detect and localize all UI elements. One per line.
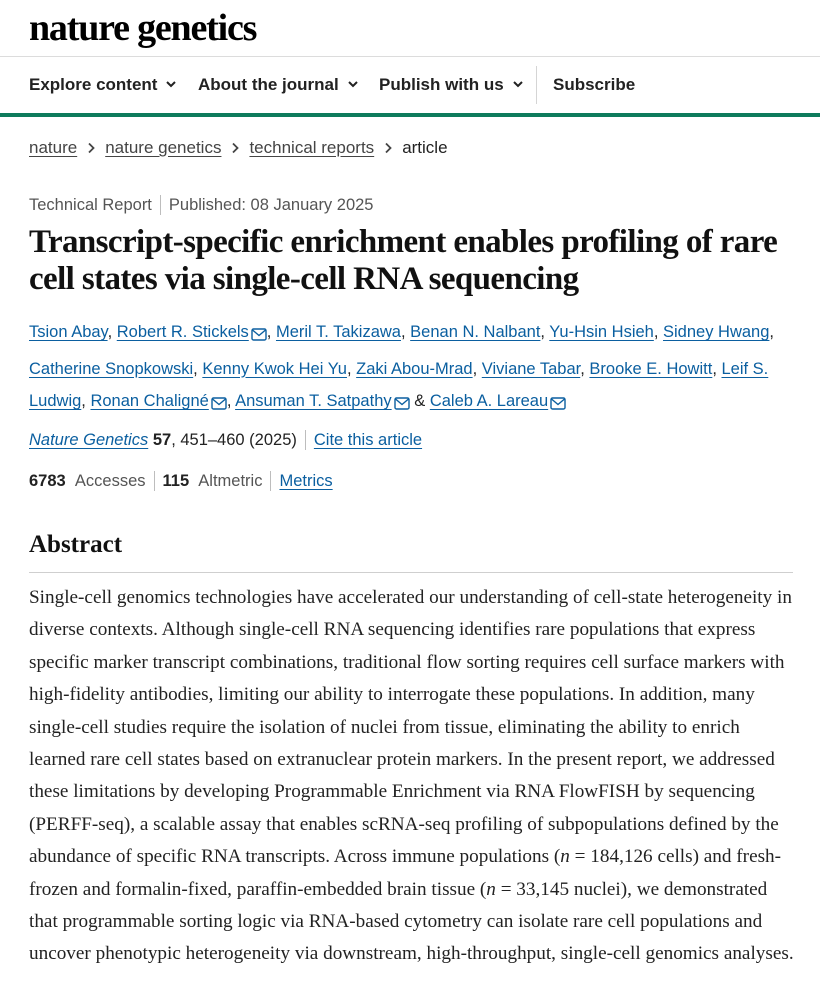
author-link[interactable]: Viviane Tabar bbox=[481, 359, 581, 378]
author-separator: , bbox=[346, 359, 357, 378]
author-link[interactable]: Ronan Chaligné bbox=[90, 392, 209, 410]
author-link[interactable]: Tsion Abay bbox=[29, 323, 108, 341]
author-link[interactable]: Leif S. Ludwig bbox=[29, 359, 769, 410]
abstract-heading: Abstract bbox=[29, 531, 123, 558]
abstract-part-2: = 184,126 cells) and fresh-frozen and formalin-fixed, paraffin-embedded brain tissue ( bbox=[29, 846, 782, 900]
author-list bbox=[29, 316, 799, 422]
breadcrumb-current: article bbox=[402, 138, 448, 157]
nav-divider bbox=[536, 66, 537, 104]
chevron-down-icon bbox=[512, 58, 524, 112]
meta-divider bbox=[160, 195, 161, 215]
article-type: Technical Report bbox=[29, 195, 152, 214]
abstract-part-3: = 33,145 nuclei), we demonstrated that programmable sorting logic via RNA-based cytometry can isolate rare cell populations and uncover phenotypic heterogeneity via downstream, high-throughput, single-cell genomics analyses. bbox=[29, 878, 794, 965]
nav-label: Explore content bbox=[29, 75, 158, 94]
abstract-text bbox=[29, 582, 795, 971]
author-link[interactable]: Ansuman T. Satpathy bbox=[235, 392, 392, 410]
article-meta bbox=[29, 195, 373, 215]
nav-explore-content[interactable] bbox=[29, 57, 177, 113]
breadcrumb-nature-genetics[interactable]: nature genetics bbox=[105, 138, 222, 157]
altmetric-score: 115 bbox=[162, 471, 190, 490]
author-separator: , bbox=[400, 323, 411, 341]
n-variable: n bbox=[560, 846, 570, 868]
breadcrumb-nature[interactable]: nature bbox=[29, 138, 78, 157]
mail-icon[interactable] bbox=[550, 389, 566, 422]
chevron-down-icon bbox=[165, 58, 177, 112]
cite-article-link[interactable]: Cite this article bbox=[313, 430, 423, 449]
journal-link[interactable]: Nature Genetics bbox=[29, 430, 149, 449]
site-logo[interactable]: nature genetics bbox=[29, 7, 257, 49]
author-separator: , bbox=[580, 359, 590, 378]
author-link[interactable]: Sidney Hwang bbox=[663, 323, 770, 341]
nav-label: About the journal bbox=[198, 75, 339, 94]
abstract-divider bbox=[29, 572, 793, 573]
mail-icon[interactable] bbox=[251, 320, 267, 353]
nav-about-journal[interactable] bbox=[198, 57, 359, 113]
author-link[interactable]: Brooke E. Howitt bbox=[589, 359, 713, 378]
accesses-label: Accesses bbox=[74, 471, 146, 490]
citation-line bbox=[29, 430, 422, 450]
pages: , 451–460 (2025) bbox=[171, 430, 297, 449]
author-separator: , bbox=[266, 323, 276, 341]
breadcrumb-technical-reports[interactable]: technical reports bbox=[249, 138, 375, 157]
author-separator: , bbox=[81, 392, 91, 410]
mail-icon[interactable] bbox=[394, 389, 410, 422]
metrics-divider bbox=[154, 471, 155, 491]
author-separator: , bbox=[540, 323, 550, 341]
author-separator: , bbox=[193, 359, 203, 378]
nav-label: Publish with us bbox=[379, 75, 504, 94]
author-separator: , bbox=[107, 323, 117, 341]
author-separator: , bbox=[472, 359, 482, 378]
breadcrumb bbox=[29, 137, 448, 159]
author-link[interactable]: Zaki Abou-Mrad bbox=[356, 359, 473, 378]
metrics-link[interactable]: Metrics bbox=[279, 471, 333, 490]
author-link[interactable]: Caleb A. Lareau bbox=[429, 392, 549, 410]
author-separator: , bbox=[226, 392, 236, 410]
chevron-right-icon bbox=[374, 142, 402, 154]
author-link[interactable]: Robert R. Stickels bbox=[116, 323, 249, 341]
author-link[interactable]: Yu-Hsin Hsieh bbox=[549, 323, 654, 341]
author-link[interactable]: Meril T. Takizawa bbox=[275, 323, 401, 341]
metrics-line bbox=[29, 471, 333, 491]
n-variable: n bbox=[486, 878, 496, 900]
author-link[interactable]: Kenny Kwok Hei Yu bbox=[202, 359, 347, 378]
metrics-divider bbox=[270, 471, 271, 491]
author-separator: , bbox=[653, 323, 664, 341]
author-link[interactable]: Catherine Snopkowski bbox=[29, 359, 194, 378]
mail-icon[interactable] bbox=[211, 389, 227, 422]
nav-subscribe[interactable] bbox=[553, 57, 635, 113]
main-nav bbox=[0, 57, 820, 113]
author-separator: , bbox=[712, 359, 722, 378]
author-separator: , bbox=[769, 323, 775, 341]
volume: 57 bbox=[152, 430, 172, 449]
nav-publish-with-us[interactable] bbox=[379, 57, 524, 113]
chevron-right-icon bbox=[77, 142, 105, 154]
published-date: Published: 08 January 2025 bbox=[168, 195, 374, 214]
accesses-count: 6783 bbox=[29, 471, 66, 490]
author-separator: & bbox=[409, 392, 430, 410]
citation-divider bbox=[305, 430, 306, 450]
chevron-down-icon bbox=[347, 58, 359, 112]
altmetric-label: Altmetric bbox=[198, 471, 263, 490]
accent-bar bbox=[0, 113, 820, 117]
chevron-right-icon bbox=[221, 142, 249, 154]
abstract-part-1: Single-cell genomics technologies have accelerated our understanding of cell-state heterogeneity in diverse contexts. Although single-cell RNA sequencing identifies rare populations that express specific marker transcript combinations, traditional flow sorting requires cell surface markers with high-fidelity antibodies, limiting our ability to interrogate these populations. In addition, many single-cell studies require the isolation of nuclei from tissue, eliminating the ability to enrich learned rare cell states based on extranuclear protein markers. In the present report, we addressed these limitations by developing Programmable Enrichment via RNA FlowFISH by sequencing (PERFF-seq), a scalable assay that enables scRNA-seq profiling of subpopulations defined by the abundance of specific RNA transcripts. Across immune populations ( bbox=[29, 587, 792, 868]
nav-label: Subscribe bbox=[553, 75, 636, 94]
author-link[interactable]: Benan N. Nalbant bbox=[410, 323, 541, 341]
article-title: Transcript-specific enrichment enables profiling of rare cell states via single-cell RNA sequencing bbox=[29, 224, 778, 297]
